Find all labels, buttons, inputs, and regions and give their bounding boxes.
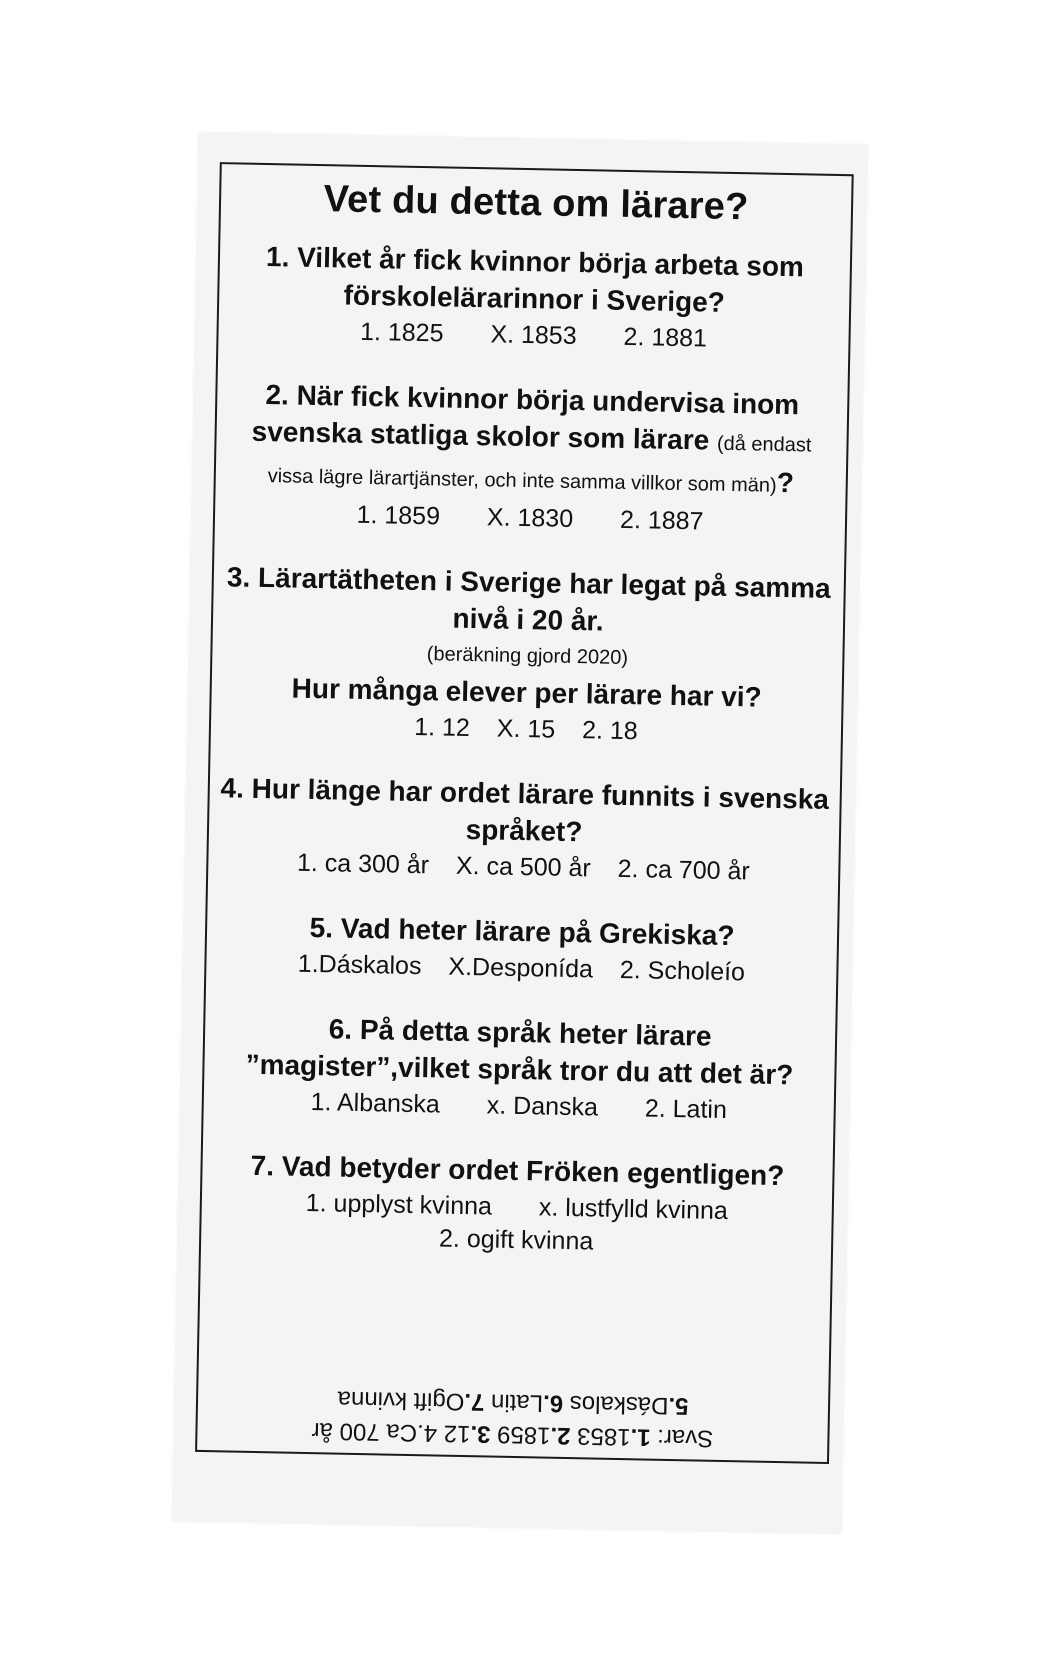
question-text: 7. Vad betyder ordet Fröken egentligen? bbox=[250, 1149, 785, 1192]
answer-key-upside-down bbox=[197, 1380, 828, 1456]
option-2: 2. ca 700 år bbox=[617, 854, 750, 886]
answer-num: 2. bbox=[550, 1421, 571, 1450]
answer-num: 6. bbox=[542, 1389, 564, 1417]
question-2 bbox=[225, 375, 838, 540]
card-frame bbox=[195, 162, 854, 1464]
answer-num: 1. bbox=[630, 1423, 651, 1451]
question-text bbox=[225, 375, 837, 506]
answer-val: Ogift kvinna bbox=[337, 1385, 465, 1416]
option-x: X. 1830 bbox=[486, 503, 574, 533]
option-x: X. ca 500 år bbox=[455, 851, 592, 883]
option-2: 2. Latin bbox=[644, 1094, 728, 1125]
answer-val: 1853 bbox=[576, 1422, 631, 1451]
option-1: 1. upplyst kvinna bbox=[305, 1188, 493, 1221]
answer-val: 1859 bbox=[496, 1420, 551, 1449]
option-x: x. lustfylld kvinna bbox=[538, 1193, 729, 1226]
option-2: 2. 1881 bbox=[623, 322, 708, 353]
question-3 bbox=[221, 558, 834, 751]
answer-val: Ca 700 år bbox=[311, 1417, 418, 1447]
question-note: (då endast vissa lägre lärartjänster, och inte samma villkor som män) bbox=[267, 432, 812, 497]
option-1: 1. 1859 bbox=[356, 500, 441, 531]
question-1 bbox=[228, 237, 840, 357]
question-text: 5. Vad heter lärare på Grekiska? bbox=[309, 911, 735, 952]
answer-num: 3. bbox=[470, 1420, 491, 1448]
quiz-title: Vet du detta om lärare? bbox=[323, 178, 749, 229]
question-mark: ? bbox=[776, 466, 795, 499]
answer-val: Latin bbox=[490, 1388, 544, 1417]
answer-num: 7. bbox=[464, 1388, 485, 1416]
question-note: (beräkning gjord 2020) bbox=[426, 643, 629, 670]
question-5 bbox=[216, 907, 827, 990]
quiz-card bbox=[172, 132, 869, 1535]
question-text: 6. På detta språk heter lärare ”magister”,vilket språk tror du att det är? bbox=[245, 1013, 794, 1091]
question-subtext: Hur många elever per lärare har vi? bbox=[291, 672, 762, 713]
option-x: X. 1853 bbox=[490, 320, 577, 350]
answer-val: Dáskalos bbox=[569, 1390, 669, 1419]
option-x: x. Danska bbox=[486, 1091, 599, 1122]
option-1: 1. ca 300 år bbox=[296, 848, 430, 880]
answer-key-label: Svar: bbox=[656, 1423, 714, 1452]
option-x: X.Desponída bbox=[448, 952, 594, 984]
question-7 bbox=[211, 1146, 823, 1263]
question-text: 4. Hur länge har ordet lärare funnits i svenska språket? bbox=[220, 772, 830, 848]
question-4 bbox=[218, 769, 830, 889]
question-text: 3. Lärartätheten i Sverige har legat på samma nivå i 20 år. bbox=[226, 561, 831, 637]
option-1: 1. Albanska bbox=[310, 1088, 441, 1119]
option-2: 2. ogift kvinna bbox=[438, 1224, 594, 1256]
option-x: X. 15 bbox=[496, 714, 556, 744]
option-2: 2. Scholeío bbox=[619, 955, 746, 987]
answer-num: 4. bbox=[416, 1419, 438, 1447]
option-2: 2. 18 bbox=[581, 716, 638, 746]
option-1: 1.Dáskalos bbox=[297, 949, 422, 981]
option-2: 2. 1887 bbox=[619, 505, 704, 536]
option-1: 1. 1825 bbox=[359, 317, 444, 348]
question-text-lead: 2. När fick kvinnor börja undervisa inom svenska statliga skolor som lärare bbox=[251, 379, 800, 456]
answer-val: 12 bbox=[443, 1419, 471, 1448]
question-6 bbox=[214, 1008, 826, 1128]
option-1: 1. 12 bbox=[413, 712, 471, 743]
question-text: 1. Vilket år fick kvinnor börja arbeta som förskolelärarinnor i Sverige? bbox=[265, 241, 805, 318]
answer-num: 5. bbox=[668, 1391, 689, 1420]
